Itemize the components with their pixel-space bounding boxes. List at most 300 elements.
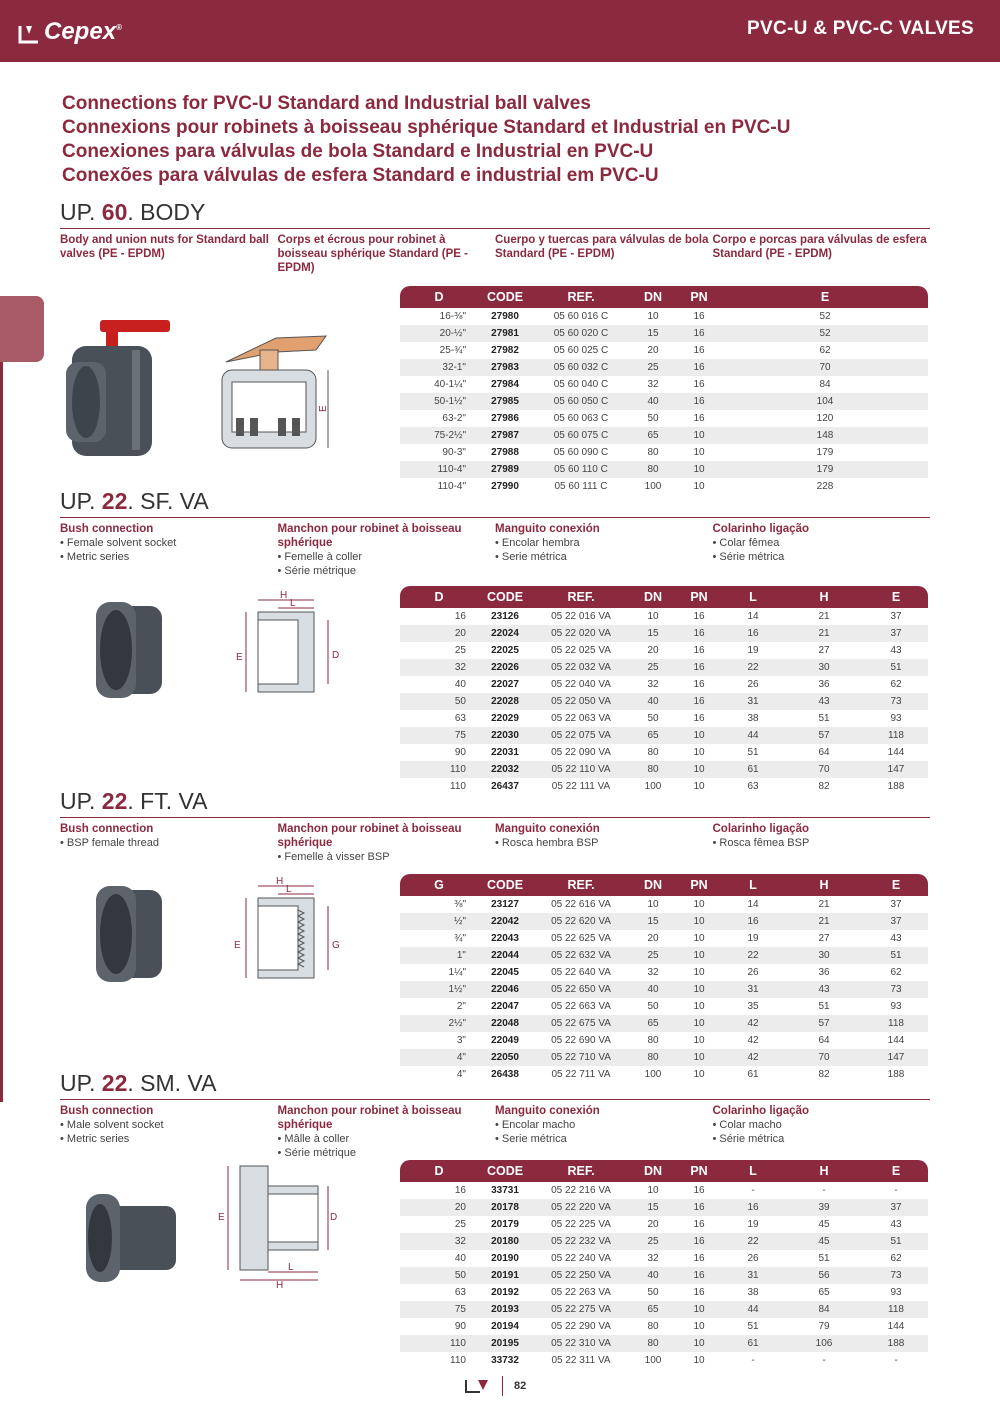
section-title-suffix: . SM. VA [127,1070,217,1096]
table-cell: 44 [722,727,784,744]
table-row [400,1032,928,1049]
table-cell: 20 [647,1219,659,1230]
table-cell: 16 [693,345,705,356]
dim-label-e: E [236,652,243,663]
bush-male-drawing [214,1160,344,1290]
table-cell: 22049 [491,1035,519,1046]
column-header: H [784,1160,864,1182]
table-cell: 51 [747,747,759,758]
table-cell: 30 [784,947,864,964]
column-header: H [784,586,864,608]
table-cell: 51 [818,1253,830,1264]
table-cell: 16 [693,679,705,690]
table-cell: ⅜" [454,899,466,910]
table-cell: 16 [693,1253,705,1264]
table-cell: 62 [890,967,902,978]
table-cell: 10 [693,967,705,978]
table-cell: 80 [647,1321,659,1332]
table-cell: 43 [784,693,864,710]
ball-valve-photo [62,310,172,460]
column-header: CODE [478,286,532,308]
table-cell: 16 [676,359,722,376]
table-cell: 80 [630,1335,676,1352]
column-header: PN [676,874,722,896]
column-header: L [722,586,784,608]
description-body: • Colar macho • Série métrica [712,1119,785,1145]
table-cell: 05 22 663 VA [551,1001,611,1012]
table-cell: 62 [819,345,831,356]
table-row [400,1267,928,1284]
description-heading: Manchon pour robinet à boisseau sphérique [277,523,462,549]
table-cell: 110 [400,1335,478,1352]
table-cell: 50 [647,713,659,724]
dim-label-d: D [330,1212,338,1223]
table-cell: 05 60 063 C [553,413,609,424]
table-cell: 70 [722,359,928,376]
table-cell: 51 [864,947,928,964]
table-cell: 3" [456,1035,466,1046]
table-cell: 228 [816,481,834,492]
table-cell: 20 [647,345,659,356]
table-cell: 36 [818,679,830,690]
section-title [60,198,930,229]
table-cell: 10 [647,1185,659,1196]
table-cell: 22047 [491,1001,519,1012]
table-cell: 79 [818,1321,830,1332]
table-cell: 19 [747,933,759,944]
table-cell: 62 [890,1253,902,1264]
table-row [400,930,928,947]
table-cell: 70 [784,761,864,778]
table-cell: 50 [400,693,478,710]
dim-label-h: H [280,590,288,601]
table-cell: 27986 [491,413,519,424]
table-row [400,461,928,478]
table-row [400,896,928,913]
table-cell: 32 [647,1253,659,1264]
table-cell: 51 [818,713,830,724]
table-cell: 22042 [478,913,532,930]
description-body: • Mâlle à coller • Série métrique [277,1133,356,1159]
table-cell: 05 22 050 VA [532,693,630,710]
table-cell: 188 [887,1069,905,1080]
table-cell: 118 [864,1301,928,1318]
table-cell: 20192 [491,1287,519,1298]
table-row [400,478,928,495]
table-cell: 21 [784,913,864,930]
table-cell: 10 [647,611,659,622]
table-cell: 16 [693,379,705,390]
column-header: E [864,1160,928,1182]
table-cell: - [822,1355,826,1366]
table-row [400,642,928,659]
table-cell: 16 [693,1287,705,1298]
table-cell: 188 [864,1335,928,1352]
table-cell: 110 [400,761,478,778]
description-column [278,1104,496,1160]
table-cell: 05 22 250 VA [532,1267,630,1284]
table-cell: 05 22 675 VA [532,1015,630,1032]
table-cell: 1" [400,947,478,964]
table-up22-sm-va [400,1160,928,1369]
table-row [400,727,928,744]
table-cell: 38 [747,1287,759,1298]
table-row [400,761,928,778]
column-header: CODE [478,874,532,896]
table-cell: 84 [784,1301,864,1318]
table-cell: 10 [676,761,722,778]
column-header: H [784,874,864,896]
table-cell: 57 [784,1015,864,1032]
table-cell: 05 22 275 VA [532,1301,630,1318]
table-cell: 05 22 311 VA [551,1355,611,1366]
table-cell: 20195 [478,1335,532,1352]
table-cell: 39 [784,1199,864,1216]
table-cell: 22045 [491,967,519,978]
section-description [60,822,930,864]
table-cell: 22044 [478,947,532,964]
table-cell: 43 [890,645,902,656]
table-cell: 57 [784,727,864,744]
table-cell: 27 [818,645,830,656]
bush-solvent-photo [90,598,172,700]
table-cell: 44 [722,1301,784,1318]
table-cell: 05 60 050 C [532,393,630,410]
table-cell: 10 [676,727,722,744]
table-row [400,1250,928,1267]
description-column [278,522,496,578]
table-cell: 118 [864,1015,928,1032]
table-cell: 31 [722,693,784,710]
table-cell: 73 [864,1267,928,1284]
table-cell: 45 [784,1233,864,1250]
table-cell: 16 [454,611,466,622]
table-cell: 80 [647,1035,659,1046]
table-cell: 52 [819,311,831,322]
table-cell: 42 [722,1015,784,1032]
table-cell: 104 [722,393,928,410]
description-heading: Colarinho ligação [712,1105,809,1117]
table-cell: 10 [693,781,705,792]
table-cell: 65 [630,1301,676,1318]
ball-valve-drawing [216,322,346,452]
description-column [495,522,713,578]
page-titles [62,92,790,188]
description-body: • Femelle à visser BSP [277,851,390,863]
table-cell: 4" [400,1049,478,1066]
table-cell: 10 [693,1069,705,1080]
column-header: PN [676,586,722,608]
table-cell: 110-4" [400,461,478,478]
table-cell: 50 [647,1001,659,1012]
description-column [60,822,278,864]
table-cell: 05 60 040 C [553,379,609,390]
description-body: • Encolar macho • Serie métrica [495,1119,576,1145]
table-cell: 188 [887,781,905,792]
table-cell: 20 [400,625,478,642]
table-cell: 21 [784,625,864,642]
description-body: • Colar fêmea • Série métrica [712,537,785,563]
table-cell: 10 [676,427,722,444]
table-cell: 10 [676,1335,722,1352]
column-header: G [400,874,478,896]
table-cell: 25 [454,1219,466,1230]
table-cell: 37 [864,913,928,930]
table-row [400,693,928,710]
table-cell: 21 [818,611,830,622]
table-cell: 05 22 110 VA [532,761,630,778]
table-cell: 63 [454,1287,466,1298]
table-cell: 26437 [491,781,519,792]
column-header: DN [630,286,676,308]
section-title-prefix: UP. [60,788,102,814]
table-cell: 05 22 075 VA [532,727,630,744]
cepex-mark-icon [464,1378,494,1394]
column-header: D [400,586,478,608]
table-cell: 16 [693,1219,705,1230]
table-cell: 31 [722,981,784,998]
table-cell: 10 [693,481,705,492]
table-row [400,981,928,998]
table-cell: 1¼" [448,967,466,978]
table-cell: 40 [454,679,466,690]
table-cell: 75 [400,1301,478,1318]
table-cell: 16 [676,1233,722,1250]
table-cell: 93 [890,1287,902,1298]
table-cell: 27981 [478,325,532,342]
table-row [400,393,928,410]
table-cell: 23127 [491,899,519,910]
table-cell: 20 [647,645,659,656]
dim-label-e: E [218,1212,225,1223]
table-cell: 93 [890,713,902,724]
table-cell: 36 [818,967,830,978]
description-body: • Rosca hembra BSP [495,837,599,849]
description-heading: Colarinho ligação [712,523,809,535]
table-cell: 64 [818,1035,830,1046]
table-cell: 05 22 290 VA [551,1321,611,1332]
table-cell: - [751,1185,755,1196]
table-cell: 33731 [491,1185,519,1196]
table-cell: 37 [864,1199,928,1216]
table-cell: 19 [747,645,759,656]
description-body: • Femelle à coller • Série métrique [277,551,363,577]
table-cell: 16-⅜" [439,311,466,322]
table-row [400,659,928,676]
table-cell: 37 [890,611,902,622]
description-column [713,1104,931,1160]
table-cell: 20193 [478,1301,532,1318]
section-title-prefix: UP. [60,1070,102,1096]
table-cell: 10 [693,447,705,458]
table-cell: 22 [722,947,784,964]
table-row [400,710,928,727]
description-column [713,233,931,275]
table-cell: 10 [676,1015,722,1032]
table-header-row [400,286,928,308]
table-cell: 110 [450,781,466,792]
table-cell: 05 22 090 VA [551,747,611,758]
table-cell: 45 [818,1219,830,1230]
table-cell: 84 [819,379,831,390]
table-cell: 10 [693,1321,705,1332]
table-cell: 27989 [478,461,532,478]
table-cell: 16 [676,393,722,410]
table-cell: 30 [784,659,864,676]
title-es: Conexiones para válvulas de bola Standard e Industrial en PVC-U [62,141,654,162]
table-cell: 16 [693,611,705,622]
table-cell: 05 22 711 VA [551,1069,611,1080]
description-heading: Manchon pour robinet à boisseau sphérique [277,1105,462,1131]
table-cell: 16 [693,1185,705,1196]
table-cell: 05 22 310 VA [532,1335,630,1352]
table-cell: 40-1¼" [434,379,466,390]
table-cell: 27987 [478,427,532,444]
table-cell: 63 [747,781,759,792]
table-row [400,676,928,693]
column-header: E [864,586,928,608]
table-cell: 16 [722,913,784,930]
table-cell: 23126 [491,611,519,622]
section-up22-ft-va [60,787,930,864]
table-cell: 05 22 620 VA [532,913,630,930]
title-pt: Conexões para válvulas de esfera Standard e industrial em PVC-U [62,165,659,186]
table-cell: 05 22 220 VA [532,1199,630,1216]
column-header: REF. [532,1160,630,1182]
table-cell: 25 [454,645,466,656]
table-row [400,1199,928,1216]
table-cell: 50 [647,1287,659,1298]
column-header: REF. [532,874,630,896]
table-cell: 25 [630,359,676,376]
table-row [400,325,928,342]
table-cell: 51 [747,1321,759,1332]
table-cell: 4" [456,1069,466,1080]
dim-label-h: H [276,1280,284,1290]
column-header: D [400,286,478,308]
table-cell: 10 [693,933,705,944]
table-up22-ft-va [400,874,928,1083]
table-row [400,376,928,393]
table-cell: 147 [864,761,928,778]
page-number: 82 [514,1380,527,1392]
description-heading: Bush connection [60,823,154,835]
table-cell: 16 [676,325,722,342]
table-cell: 40 [630,981,676,998]
footer-divider [502,1376,503,1396]
table-cell: 20194 [491,1321,519,1332]
table-cell: 22046 [478,981,532,998]
section-title-suffix: . FT. VA [127,788,208,814]
table-cell: 22025 [491,645,519,656]
table-cell: 70 [784,1049,864,1066]
dim-label-l: L [286,884,292,895]
table-cell: 40 [630,693,676,710]
table-up22-sf-va [400,586,928,795]
table-cell: 21 [818,899,830,910]
column-header: PN [676,1160,722,1182]
table-cell: 90 [454,1321,466,1332]
table-cell: 20179 [491,1219,519,1230]
description-column [495,822,713,864]
table-cell: 05 22 032 VA [532,659,630,676]
dim-label-h: H [276,876,284,887]
table-cell: 10 [693,747,705,758]
section-description [60,1104,930,1160]
column-header: E [864,874,928,896]
table-cell: 32 [647,967,659,978]
table-cell: 147 [864,1049,928,1066]
table-cell: 16 [676,659,722,676]
table-cell: 05 22 016 VA [551,611,611,622]
table-cell: 19 [747,1219,759,1230]
table-header-row [400,586,928,608]
title-fr: Connexions pour robinets à boisseau sphérique Standard et Industrial en PVC-U [62,117,791,138]
table-row [400,342,928,359]
table-cell: 40 [454,1253,466,1264]
table-cell: ½" [400,913,478,930]
table-cell: 25-¾" [439,345,466,356]
table-cell: 61 [722,761,784,778]
table-cell: 22026 [478,659,532,676]
table-cell: 22028 [478,693,532,710]
table-cell: 37 [864,625,928,642]
table-cell: 61 [747,1069,759,1080]
table-cell: 61 [722,1335,784,1352]
table-cell: 10 [676,981,722,998]
table-row [400,1182,928,1199]
table-cell: 05 22 640 VA [551,967,611,978]
cepex-logo [18,18,122,46]
table-cell: 144 [887,747,905,758]
description-body: • Male solvent socket • Metric series [60,1119,164,1145]
table-header-row [400,874,928,896]
table-cell: 10 [676,461,722,478]
table-cell: 05 60 020 C [532,325,630,342]
description-heading: Cuerpo y tuercas para válvulas de bola Standard (PE - EPDM) [495,234,709,260]
table-cell: 22030 [478,727,532,744]
table-cell: 05 22 240 VA [551,1253,611,1264]
table-cell: 22043 [491,933,519,944]
table-cell: 05 22 040 VA [551,679,611,690]
dim-label-d: D [332,650,340,661]
description-heading: Bush connection [60,1105,154,1117]
table-cell: 16 [676,1199,722,1216]
dim-label-l: L [288,1262,294,1273]
table-cell: 05 22 216 VA [551,1185,611,1196]
description-column [713,822,931,864]
title-en: Connections for PVC-U Standard and Industrial ball valves [62,93,591,114]
table-cell: 27 [818,933,830,944]
table-cell: 16 [722,625,784,642]
table-cell: 05 60 110 C [532,461,630,478]
section-title-suffix: . SF. VA [127,488,209,514]
table-row [400,444,928,461]
table-cell: 65 [630,427,676,444]
table-cell: 05 22 616 VA [551,899,611,910]
table-cell: 20190 [491,1253,519,1264]
table-row [400,1066,928,1083]
table-cell: 65 [818,1287,830,1298]
table-cell: 27982 [491,345,519,356]
table-cell: 25 [630,659,676,676]
table-header-row [400,1160,928,1182]
table-cell: 75-2½" [400,427,478,444]
column-header: L [722,1160,784,1182]
table-cell: 05 60 090 C [553,447,609,458]
column-header: DN [630,586,676,608]
description-body: • Female solvent socket • Metric series [60,537,177,563]
